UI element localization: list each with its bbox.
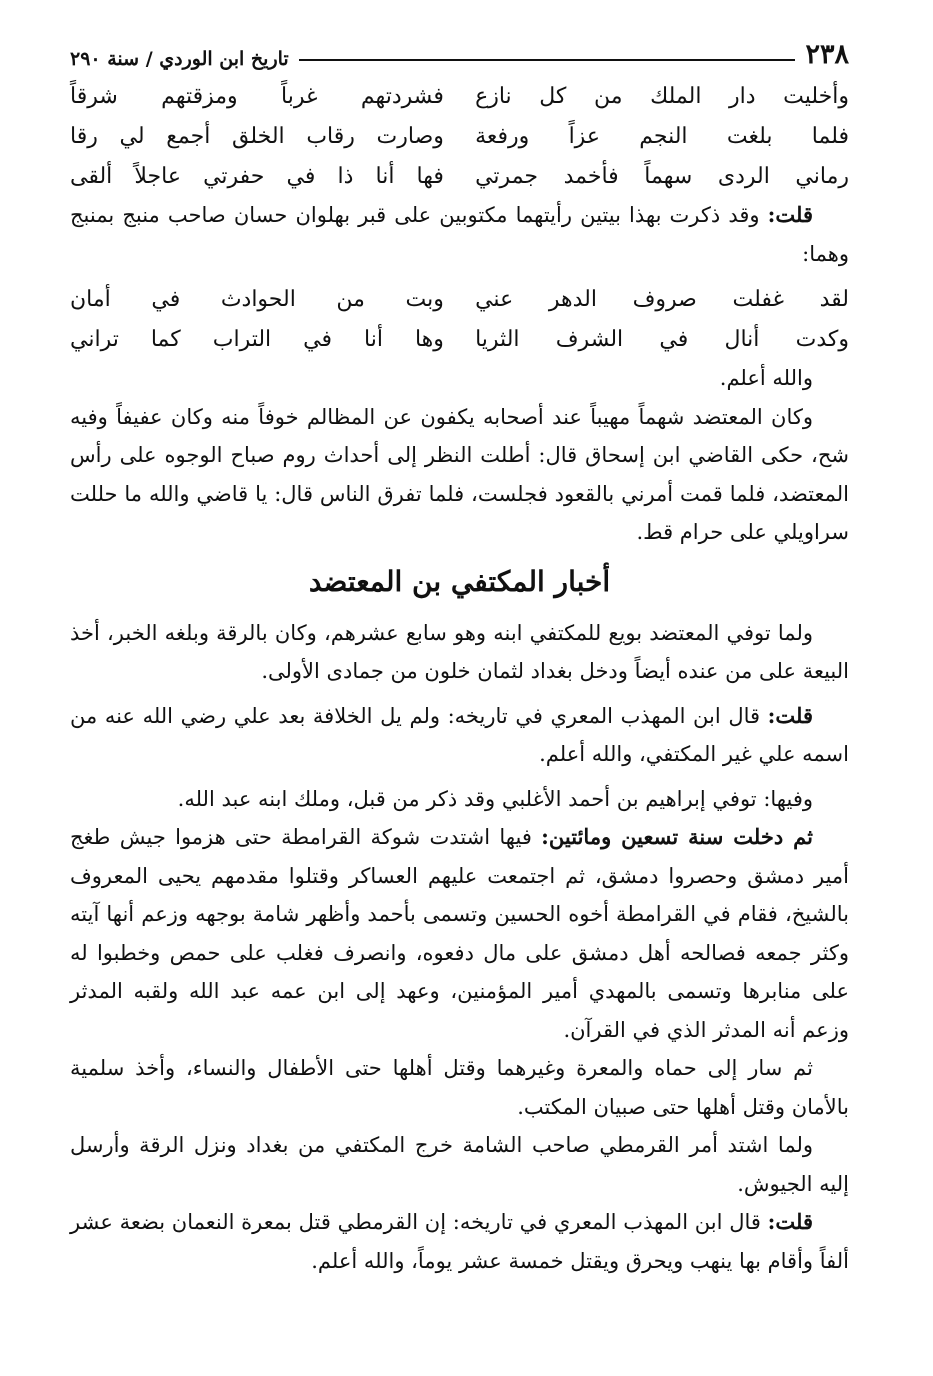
header-rule xyxy=(299,59,796,61)
page-header xyxy=(70,30,849,70)
paragraph xyxy=(70,697,849,774)
verse-line xyxy=(70,279,849,319)
verse-second-hemistich: وبت من الحوادث في أمان xyxy=(70,286,444,312)
poem-block-2 xyxy=(70,279,849,359)
paragraph-text: ثم سار إلى حماه والمعرة وغيرهما وقتل أهلها حتى الأطفال والنساء، وأخذ سلمية بالأمان وقتل أهلها حتى صبيان المكتب. xyxy=(70,1056,849,1119)
paragraph-text: وفيها: توفي إبراهيم بن أحمد الأغلبي وقد ذكر من قبل، وملك ابنه عبد الله. xyxy=(177,786,813,811)
verse-first-hemistich: وكدت أنال في الشرف الثريا xyxy=(475,326,849,352)
verse-second-hemistich: وها أنا في التراب كما تراني xyxy=(70,326,444,352)
verse-line xyxy=(70,76,849,116)
verse-second-hemistich: فها أنا ذا في حفرتي عاجلاً ألقى xyxy=(70,163,444,189)
verse-line xyxy=(70,156,849,196)
paragraph xyxy=(70,1049,849,1126)
verse-second-hemistich: وصارت رقاب الخلق أجمع لي رقا xyxy=(70,123,444,149)
paragraph-lead: قلت: xyxy=(767,1209,813,1234)
paragraph-lead: قلت: xyxy=(767,702,813,728)
paragraph-text: ولما توفي المعتضد بويع للمكتفي ابنه وهو سابع عشرهم، وكان بالرقة وبلغه الخبر، أخذ البيعة على من عنده أيضاً ودخل بغداد لثمان خلون من جمادى الأولى. xyxy=(70,620,849,683)
paragraph xyxy=(70,196,849,273)
paragraph-text: وكان المعتضد شهماً مهيباً عند أصحابه يكفون عن المظالم خوفاً منه وكان عفيفاً وفيه شح، حكى القاضي ابن إسحاق قال: أطلت النظر إلى أحداث روم صباح الوجوه على رأس المعتضد، فلما قمت أمرني بالقعود فجلست، فلما تفرق الناس قال: يا قاضي والله ما حللت سراويلي على حرام قط. xyxy=(70,404,849,544)
paragraph-lead: قلت: xyxy=(767,202,813,227)
paragraph-text: قال ابن المهذب المعري في تاريخه: إن القرمطي قتل بمعرة النعمان بضعة عشر ألفاً وأقام بها ينهب ويحرق ويقتل خمسة عشر يوماً، والله أعلم. xyxy=(70,1210,849,1273)
poem-block-1 xyxy=(70,76,849,196)
paragraph xyxy=(70,818,849,1049)
paragraph-text: وقد ذكرت بهذا بيتين رأيتهما مكتوبين على قبر بهلوان حسان صاحب منبج بمنبج وهما: xyxy=(70,203,849,266)
page-number: ٢٣٨ xyxy=(805,39,849,70)
paragraph xyxy=(70,359,849,398)
verse-first-hemistich: لقد غفلت صروف الدهر عني xyxy=(475,286,849,312)
paragraph xyxy=(70,1126,849,1203)
paragraph xyxy=(70,780,849,819)
paragraph xyxy=(70,614,849,691)
running-title: تاريخ ابن الوردي / سنة ٢٩٠ xyxy=(70,48,289,70)
paragraph-text: ولما اشتد أمر القرمطي صاحب الشامة خرج المكتفي من بغداد ونزل الرقة وأرسل إليه الجيوش. xyxy=(70,1133,849,1196)
section-title: أخبار المكتفي بن المعتضد xyxy=(308,564,611,598)
verse-line xyxy=(70,319,849,359)
paragraph-text: والله أعلم. xyxy=(719,366,813,390)
paragraph-text: فيها اشتدت شوكة القرامطة حتى هزموا جيش طغج أمير دمشق وحصروا دمشق، ثم اجتمعت عليهم العساكر وقتلوا مقدمهم يحيى المعروف بالشيخ، فقام في القرامطة أخوه الحسين وتسمى بأحمد وأظهر شامة بوجهه وزعم أنها آيته وكثر جمعه فصالحه أهل دمشق على مال دفعوه، وانصرف فغلب على حمص وخطبوا له على منابرها وتسمى بالمهدي أمير المؤمنين، وعهد إلى ابن عمه عبد الله ولقبه المدثر وزعم أنه المدثر الذي في القرآن. xyxy=(70,825,849,1042)
paragraph xyxy=(70,398,849,552)
verse-first-hemistich: رماني الردى سهماً فأخمد جمرتي xyxy=(475,163,849,189)
paragraph xyxy=(70,1203,849,1280)
verse-first-hemistich: فلما بلغت النجم عزاً ورفعة xyxy=(475,123,849,149)
verse-second-hemistich: فشردتهم غرباً ومزقتهم شرقاً xyxy=(70,83,444,109)
verse-first-hemistich: وأخليت دار الملك من كل نازع xyxy=(475,83,849,109)
paragraph-lead: ثم دخلت سنة تسعين ومائتين: xyxy=(541,824,813,849)
paragraph-text: قال ابن المهذب المعري في تاريخه: ولم يل الخلافة بعد علي رضي الله عنه من اسمه علي غير المكتفي، والله أعلم. xyxy=(70,703,849,766)
verse-line xyxy=(70,116,849,156)
